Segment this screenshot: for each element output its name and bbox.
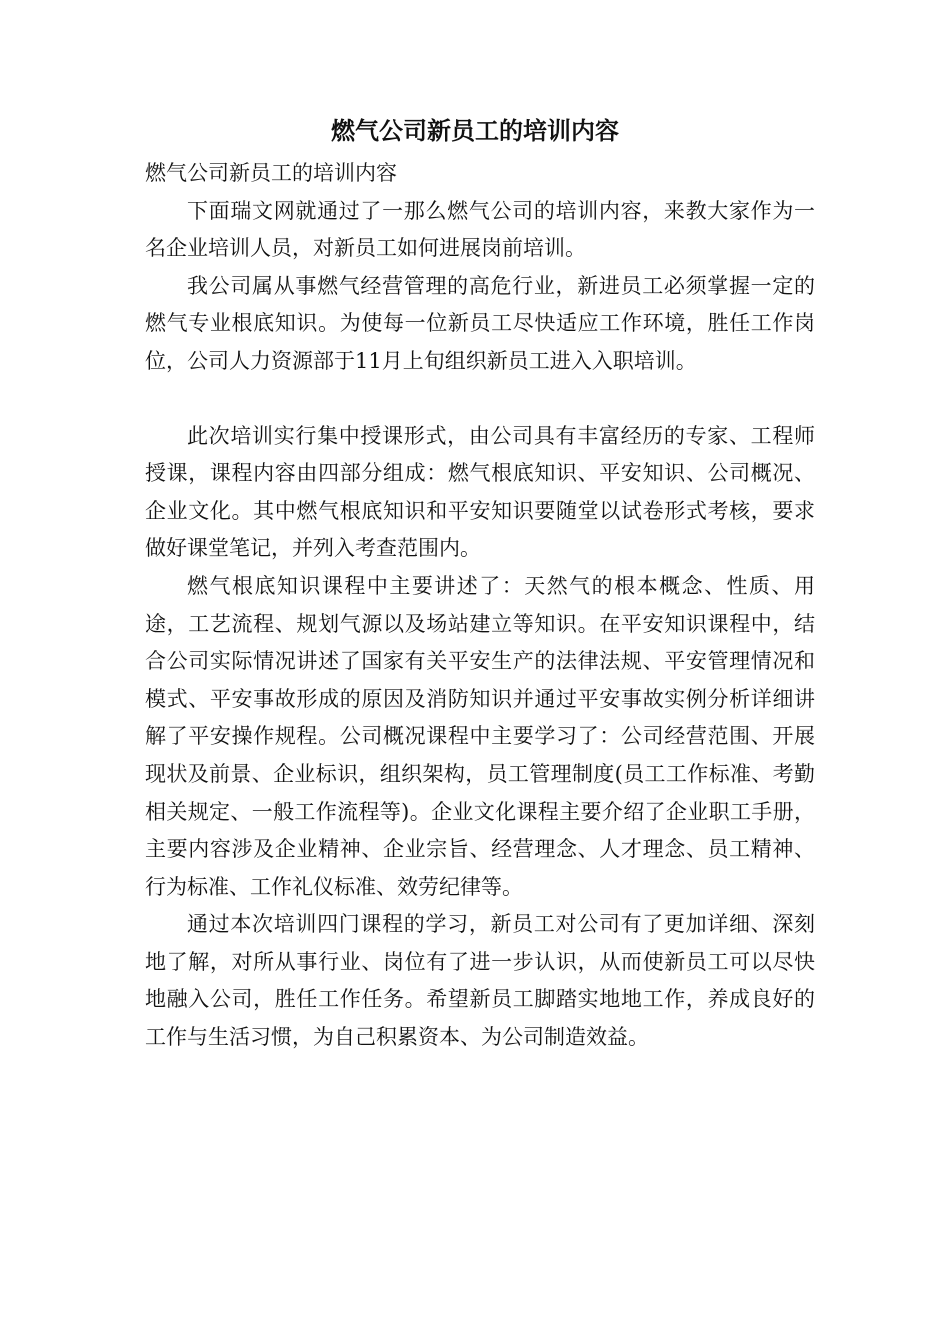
paragraph-spacer: [145, 381, 815, 418]
paragraph-course-content: 燃气根底知识课程中主要讲述了：天然气的根本概念、性质、用途，工艺流程、规划气源以及场站建立等知识。在平安知识课程中，结合公司实际情况讲述了国家有关平安生产的法律法规、平安管理情况和模式、平安事故形成的原因及消防知识并通过平安事故实例分析详细讲解了平安操作规程。公司概况课程中主要学习了：公司经营范围、开展现状及前景、企业标识，组织架构，员工管理制度(员工工作标准、考勤相关规定、一般工作流程等)。企业文化课程主要介绍了企业职工手册，主要内容涉及企业精神、企业宗旨、经营理念、人才理念、员工精神、行为标准、工作礼仪标准、效劳纪律等。: [145, 573, 815, 899]
paragraph-intro: 下面瑞文网就通过了一那么燃气公司的培训内容，来教大家作为一名企业培训人员，对新员工如何进展岗前培训。: [145, 198, 815, 261]
paragraph-training-format: 此次培训实行集中授课形式，由公司具有丰富经历的专家、工程师授课，课程内容由四部分组成：燃气根底知识、平安知识、公司概况、企业文化。其中燃气根底知识和平安知识要随堂以试卷形式考核，要求做好课堂笔记，并列入考查范围内。: [145, 423, 815, 561]
document-subtitle: 燃气公司新员工的培训内容: [145, 161, 397, 185]
document-title: 燃气公司新员工的培训内容: [331, 116, 619, 145]
paragraph-conclusion: 通过本次培训四门课程的学习，新员工对公司有了更加详细、深刻地了解，对所从事行业、岗位有了进一步认识，从而使新员工可以尽快地融入公司，胜任工作任务。希望新员工脚踏实地地工作，养成良好的工作与生活习惯，为自己积累资本、为公司制造效益。: [145, 912, 815, 1050]
document-body: [145, 155, 815, 1057]
paragraph-background: 我公司属从事燃气经营管理的高危行业，新进员工必须掌握一定的燃气专业根底知识。为使每一位新员工尽快适应工作环境，胜任工作岗位，公司人力资源部于11月上旬组织新员工进入入职培训。: [145, 273, 815, 373]
